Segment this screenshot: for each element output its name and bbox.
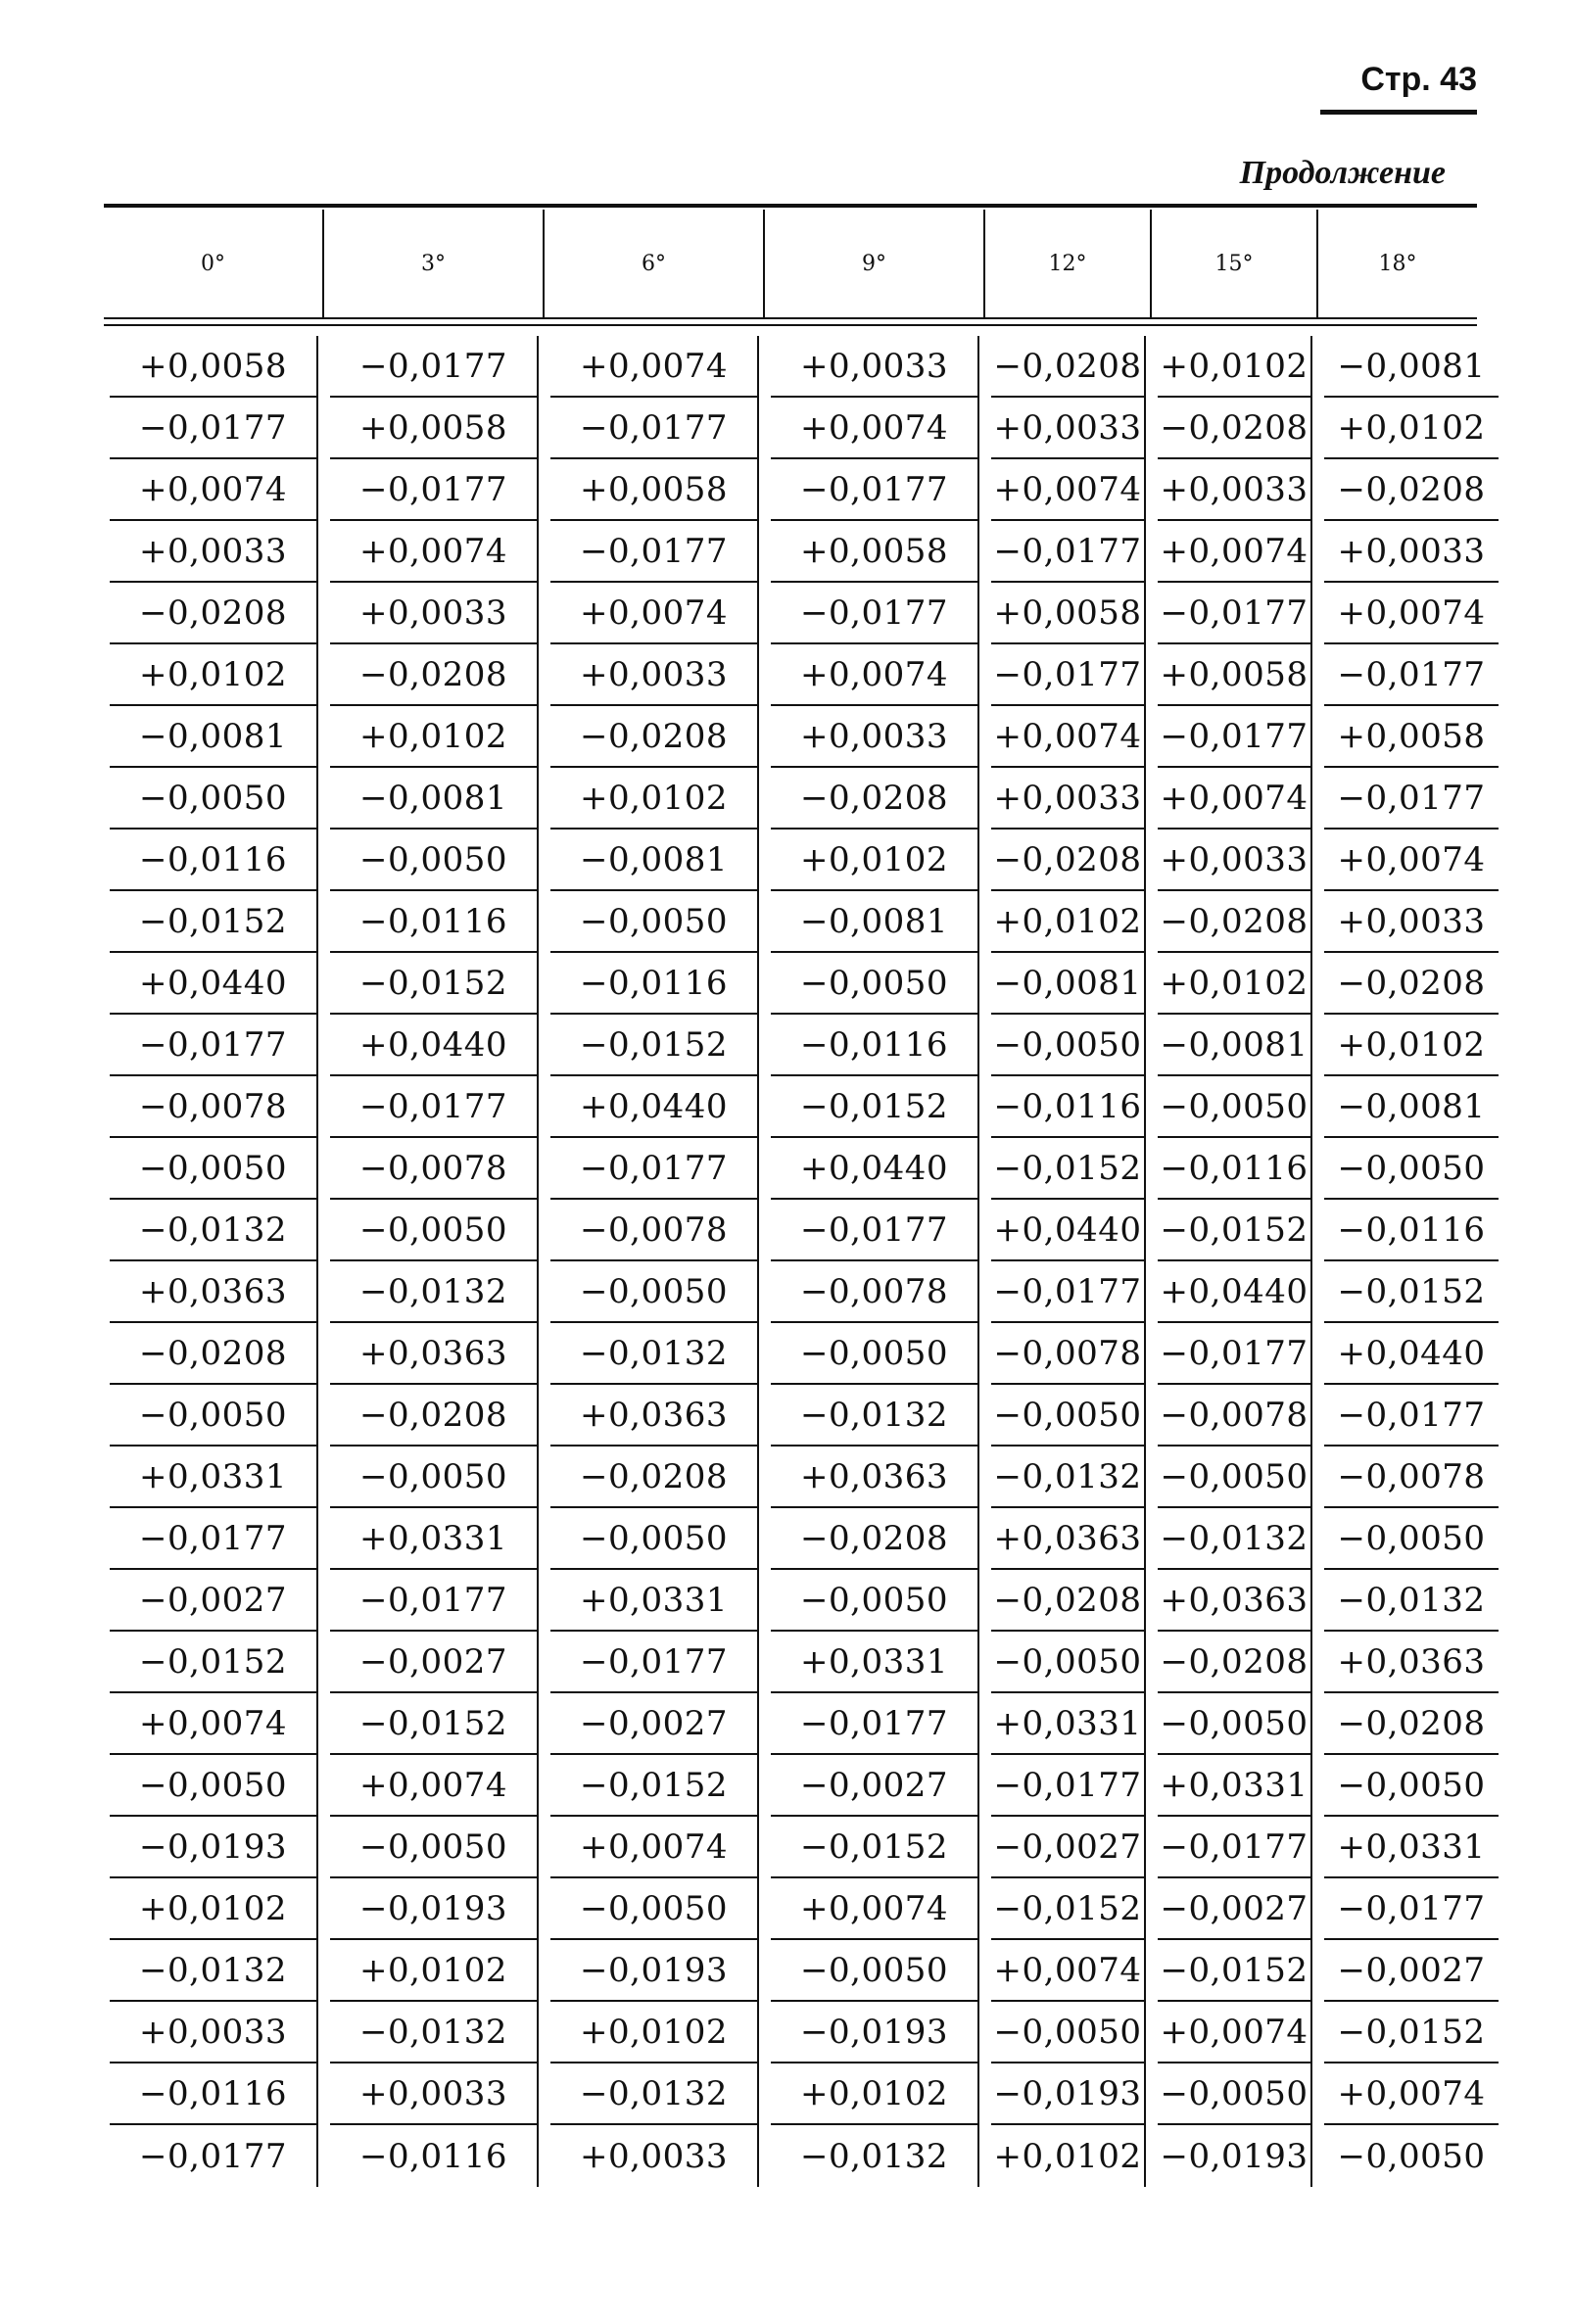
table-cell: −0,0078: [550, 1200, 759, 1261]
continuation-label: Продолжение: [1239, 155, 1446, 191]
column-header-18: 18°: [1378, 251, 1417, 276]
table-row: [104, 1508, 1504, 1570]
table-cell: −0,0152: [550, 1015, 759, 1076]
table-cell: +0,0363: [991, 1508, 1146, 1570]
table-cell: +0,0033: [550, 644, 759, 706]
table-cell: −0,0050: [1158, 1693, 1312, 1755]
table-cell: −0,0177: [771, 459, 979, 521]
table-row: [104, 1138, 1504, 1200]
table-cell: −0,0078: [1158, 1385, 1312, 1447]
table-cell: +0,0058: [550, 459, 759, 521]
table-cell: −0,0177: [550, 1138, 759, 1200]
table-cell: −0,0116: [110, 2063, 318, 2125]
table-cell: +0,0102: [771, 2063, 979, 2125]
table-cell: −0,0177: [550, 1632, 759, 1693]
table-cell: −0,0152: [771, 1817, 979, 1878]
table-cell: +0,0074: [991, 459, 1146, 521]
table-cell: −0,0081: [1158, 1015, 1312, 1076]
table-cell: −0,0132: [330, 1261, 539, 1323]
table-cell: −0,0177: [991, 1755, 1146, 1817]
table-cell: −0,0050: [110, 768, 318, 830]
table-cell: −0,0050: [550, 1508, 759, 1570]
table-cell: +0,0074: [110, 1693, 318, 1755]
table-cell: −0,0177: [771, 1693, 979, 1755]
table-cell: +0,0331: [991, 1693, 1146, 1755]
table-cell: +0,0074: [1158, 768, 1312, 830]
table-cell: +0,0074: [771, 1878, 979, 1940]
table-cell: +0,0102: [550, 768, 759, 830]
table-cell: −0,0177: [991, 1261, 1146, 1323]
table-cell: −0,0050: [991, 1385, 1146, 1447]
table-cell: +0,0440: [110, 953, 318, 1015]
table-cell: +0,0033: [1158, 830, 1312, 891]
table-cell: −0,0027: [330, 1632, 539, 1693]
table-cell: +0,0331: [1324, 1817, 1499, 1878]
table-cell: −0,0027: [550, 1693, 759, 1755]
table-cell: +0,0102: [1158, 953, 1312, 1015]
table-cell: −0,0081: [1324, 1076, 1499, 1138]
table-cell: −0,0050: [771, 953, 979, 1015]
table-cell: −0,0132: [771, 2125, 979, 2187]
table-cell: +0,0033: [550, 2125, 759, 2187]
table-cell: −0,0177: [991, 644, 1146, 706]
table-cell: −0,0177: [330, 459, 539, 521]
column-header-9: 9°: [765, 210, 985, 317]
table-row: [104, 1570, 1504, 1632]
table-cell: −0,0027: [1158, 1878, 1312, 1940]
table-cell: −0,0208: [1158, 1632, 1312, 1693]
table-cell: −0,0132: [550, 2063, 759, 2125]
table-cell: +0,0363: [771, 1447, 979, 1508]
table-cell: −0,0050: [1158, 1076, 1312, 1138]
table-cell: −0,0050: [330, 1200, 539, 1261]
table-cell: −0,0177: [110, 398, 318, 459]
table-cell: +0,0331: [1158, 1755, 1312, 1817]
table-cell: −0,0177: [550, 521, 759, 583]
table-cell: −0,0208: [991, 336, 1146, 398]
table-row: [104, 2002, 1504, 2063]
table-cell: +0,0102: [550, 2002, 759, 2063]
table-cell: −0,0177: [1158, 1817, 1312, 1878]
table-cell: +0,0440: [330, 1015, 539, 1076]
table-cell: +0,0074: [1324, 2063, 1499, 2125]
table-cell: −0,0078: [991, 1323, 1146, 1385]
table-cell: −0,0177: [330, 1570, 539, 1632]
table-row: [104, 830, 1504, 891]
table-cell: −0,0177: [110, 1508, 318, 1570]
table-cell: −0,0177: [1324, 1878, 1499, 1940]
table-cell: −0,0050: [110, 1138, 318, 1200]
table-cell: −0,0050: [110, 1385, 318, 1447]
table-cell: +0,0074: [550, 583, 759, 644]
table-cell: −0,0208: [771, 1508, 979, 1570]
table-cell: +0,0102: [1324, 398, 1499, 459]
table-cell: +0,0102: [771, 830, 979, 891]
table-cell: +0,0074: [110, 459, 318, 521]
table-row: [104, 583, 1504, 644]
table-cell: −0,0132: [1324, 1570, 1499, 1632]
table-cell: +0,0058: [330, 398, 539, 459]
table-row: [104, 1447, 1504, 1508]
table-cell: −0,0081: [330, 768, 539, 830]
table-cell: −0,0177: [991, 521, 1146, 583]
table-cell: +0,0033: [110, 521, 318, 583]
table-cell: −0,0193: [550, 1940, 759, 2002]
table-cell: +0,0058: [1158, 644, 1312, 706]
table-cell: −0,0132: [550, 1323, 759, 1385]
table-cell: +0,0058: [1324, 706, 1499, 768]
table-cell: −0,0116: [550, 953, 759, 1015]
table-cell: −0,0132: [330, 2002, 539, 2063]
table-cell: −0,0050: [991, 2002, 1146, 2063]
table-cell: −0,0177: [771, 583, 979, 644]
table-cell: −0,0116: [330, 891, 539, 953]
table-cell: −0,0132: [1158, 1508, 1312, 1570]
table-cell: −0,0152: [330, 953, 539, 1015]
table-cell: +0,0074: [550, 1817, 759, 1878]
table-cell: −0,0208: [550, 1447, 759, 1508]
table-row: [104, 1940, 1504, 2002]
table-cell: −0,0177: [550, 398, 759, 459]
table-cell: +0,0033: [1324, 891, 1499, 953]
table-cell: +0,0440: [1324, 1323, 1499, 1385]
table-row: [104, 2063, 1504, 2125]
table-cell: +0,0058: [771, 521, 979, 583]
table-cell: +0,0102: [991, 891, 1146, 953]
table-cell: −0,0177: [1158, 583, 1312, 644]
table-row: [104, 398, 1504, 459]
table-row: [104, 521, 1504, 583]
table-row: [104, 1693, 1504, 1755]
table-cell: −0,0193: [1158, 2125, 1312, 2187]
table-cell: −0,0208: [1324, 1693, 1499, 1755]
table-row: [104, 1817, 1504, 1878]
table-cell: −0,0132: [991, 1447, 1146, 1508]
table-cell: +0,0033: [771, 336, 979, 398]
table-cell: +0,0058: [991, 583, 1146, 644]
table-cell: +0,0102: [330, 1940, 539, 2002]
table-cell: −0,0027: [991, 1817, 1146, 1878]
table-cell: −0,0152: [771, 1076, 979, 1138]
table-cell: +0,0102: [110, 644, 318, 706]
table-cell: −0,0152: [1158, 1200, 1312, 1261]
table-cell: −0,0081: [550, 830, 759, 891]
column-header-0: 0°: [104, 210, 324, 317]
table-row: [104, 459, 1504, 521]
table-row: [104, 1200, 1504, 1261]
table-cell: −0,0208: [991, 830, 1146, 891]
table-cell: −0,0208: [1324, 953, 1499, 1015]
header-rule-upper: [104, 317, 1477, 319]
table-cell: −0,0116: [1324, 1200, 1499, 1261]
table-cell: −0,0116: [330, 2125, 539, 2187]
table-cell: +0,0058: [110, 336, 318, 398]
table-cell: −0,0116: [1158, 1138, 1312, 1200]
table-cell: +0,0033: [330, 583, 539, 644]
table-cell: −0,0116: [110, 830, 318, 891]
table-cell: −0,0177: [330, 336, 539, 398]
table-cell: −0,0208: [550, 706, 759, 768]
table-cell: +0,0033: [110, 2002, 318, 2063]
table-cell: +0,0033: [330, 2063, 539, 2125]
table-cell: −0,0132: [110, 1200, 318, 1261]
table-header-row: [104, 210, 1477, 317]
table-cell: −0,0050: [330, 1817, 539, 1878]
table-row: [104, 1385, 1504, 1447]
table-cell: −0,0177: [330, 1076, 539, 1138]
table-cell: −0,0050: [991, 1632, 1146, 1693]
table-cell: −0,0152: [330, 1693, 539, 1755]
table-cell: +0,0363: [110, 1261, 318, 1323]
table-row: [104, 336, 1504, 398]
table-cell: −0,0078: [1324, 1447, 1499, 1508]
table-cell: +0,0033: [991, 398, 1146, 459]
table-cell: −0,0050: [1337, 2136, 1486, 2176]
table-cell: −0,0027: [771, 1755, 979, 1817]
table-cell: +0,0074: [1324, 830, 1499, 891]
table-cell: −0,0050: [1158, 1447, 1312, 1508]
table-cell: −0,0193: [771, 2002, 979, 2063]
table-cell: −0,0050: [771, 1570, 979, 1632]
table-cell: −0,0177: [1324, 644, 1499, 706]
page-number-underline: [1320, 110, 1477, 115]
table-cell: −0,0208: [991, 1570, 1146, 1632]
table-cell: −0,0050: [550, 1878, 759, 1940]
table-cell: +0,0102: [991, 2125, 1146, 2187]
table-cell: −0,0208: [771, 768, 979, 830]
table-cell: +0,0074: [330, 1755, 539, 1817]
table-cell: +0,0033: [1158, 459, 1312, 521]
table-cell: −0,0132: [110, 1940, 318, 2002]
table-cell: +0,0074: [330, 521, 539, 583]
table-cell: +0,0074: [1158, 2002, 1312, 2063]
table-row: [104, 644, 1504, 706]
table-cell: −0,0177: [110, 1015, 318, 1076]
table-cell: −0,0132: [771, 1385, 979, 1447]
table-cell: +0,0363: [1158, 1570, 1312, 1632]
column-header-15: 15°: [1152, 210, 1318, 317]
table-cell: −0,0208: [1158, 398, 1312, 459]
table-cell: +0,0440: [991, 1200, 1146, 1261]
table-cell: −0,0050: [771, 1323, 979, 1385]
table-cell: −0,0081: [771, 891, 979, 953]
table-cell: +0,0033: [1324, 521, 1499, 583]
table-cell: −0,0050: [550, 1261, 759, 1323]
table-cell: +0,0102: [1324, 1015, 1499, 1076]
table-cell: −0,0152: [110, 891, 318, 953]
table-cell: −0,0078: [330, 1138, 539, 1200]
table-cell: −0,0027: [110, 1570, 318, 1632]
table-cell: −0,0208: [330, 1385, 539, 1447]
header-rule-lower: [104, 324, 1477, 326]
table-cell: −0,0050: [330, 1447, 539, 1508]
table-cell: +0,0102: [110, 1878, 318, 1940]
table-cell: −0,0050: [1324, 1755, 1499, 1817]
table-cell: +0,0074: [771, 398, 979, 459]
table-row: [104, 2125, 1504, 2187]
table-cell: +0,0440: [550, 1076, 759, 1138]
table-cell: −0,0208: [110, 583, 318, 644]
table-cell: −0,0177: [1158, 1323, 1312, 1385]
table-cell: −0,0152: [110, 1632, 318, 1693]
table-cell: −0,0208: [1324, 459, 1499, 521]
table-cell: −0,0050: [991, 1015, 1146, 1076]
table-cell: +0,0033: [991, 768, 1146, 830]
table-row: [104, 1632, 1504, 1693]
table-cell: +0,0440: [1158, 1261, 1312, 1323]
table-cell: +0,0074: [1324, 583, 1499, 644]
table-cell: +0,0331: [550, 1570, 759, 1632]
table-cell: −0,0081: [1324, 336, 1499, 398]
table-cell: −0,0152: [991, 1138, 1146, 1200]
table-cell: +0,0331: [330, 1508, 539, 1570]
table-cell: +0,0363: [1324, 1632, 1499, 1693]
table-cell: −0,0116: [991, 1076, 1146, 1138]
table-cell: −0,0208: [1158, 891, 1312, 953]
table-cell: −0,0152: [1324, 1261, 1499, 1323]
table-row: [104, 1076, 1504, 1138]
table-cell: −0,0050: [330, 830, 539, 891]
table-body: [104, 336, 1504, 2187]
table-top-rule: [104, 204, 1477, 208]
table-cell: +0,0331: [771, 1632, 979, 1693]
table-cell: −0,0177: [771, 1200, 979, 1261]
table-row: [104, 1755, 1504, 1817]
table-cell: −0,0116: [771, 1015, 979, 1076]
table-cell: −0,0050: [1324, 1138, 1499, 1200]
table-cell: −0,0152: [1158, 1940, 1312, 2002]
table-cell: +0,0074: [550, 336, 759, 398]
table-cell: −0,0050: [771, 1940, 979, 2002]
table-row: [104, 1878, 1504, 1940]
table-row: [104, 891, 1504, 953]
table-cell: −0,0152: [1324, 2002, 1499, 2063]
table-cell: −0,0177: [1324, 1385, 1499, 1447]
table-cell: −0,0177: [1158, 706, 1312, 768]
table-row: [104, 1015, 1504, 1076]
table-cell: −0,0177: [1324, 768, 1499, 830]
table-cell: −0,0050: [1158, 2063, 1312, 2125]
table-cell: +0,0363: [550, 1385, 759, 1447]
table-row: [104, 1261, 1504, 1323]
table-cell: −0,0193: [991, 2063, 1146, 2125]
table-row: [104, 768, 1504, 830]
table-cell: −0,0050: [1324, 1508, 1499, 1570]
table-row: [104, 953, 1504, 1015]
table-row: [104, 1323, 1504, 1385]
table-cell: −0,0050: [110, 1755, 318, 1817]
table-cell: −0,0208: [110, 1323, 318, 1385]
table-cell: −0,0078: [771, 1261, 979, 1323]
table-cell: +0,0074: [991, 1940, 1146, 2002]
table-cell: +0,0440: [771, 1138, 979, 1200]
table-row: [104, 706, 1504, 768]
table-cell: −0,0027: [1324, 1940, 1499, 2002]
table-cell: −0,0078: [110, 1076, 318, 1138]
table-cell: −0,0152: [550, 1755, 759, 1817]
table-cell: −0,0152: [991, 1878, 1146, 1940]
table-cell: −0,0081: [991, 953, 1146, 1015]
table-cell: +0,0033: [771, 706, 979, 768]
table-cell: −0,0050: [550, 891, 759, 953]
table-cell: −0,0081: [110, 706, 318, 768]
table-cell: +0,0074: [771, 644, 979, 706]
table-cell: +0,0102: [330, 706, 539, 768]
table-cell: +0,0102: [1158, 336, 1312, 398]
column-header-3: 3°: [324, 210, 545, 317]
column-header-12: 12°: [985, 210, 1152, 317]
table-cell: +0,0074: [991, 706, 1146, 768]
table-cell: +0,0331: [110, 1447, 318, 1508]
page-number: Стр. 43: [1360, 61, 1477, 98]
table-cell: −0,0208: [330, 644, 539, 706]
table-cell: −0,0193: [330, 1878, 539, 1940]
table-cell: +0,0363: [330, 1323, 539, 1385]
table-cell: −0,0193: [110, 1817, 318, 1878]
table-cell: −0,0177: [110, 2125, 318, 2187]
table-cell: +0,0074: [1158, 521, 1312, 583]
column-header-6: 6°: [545, 210, 765, 317]
